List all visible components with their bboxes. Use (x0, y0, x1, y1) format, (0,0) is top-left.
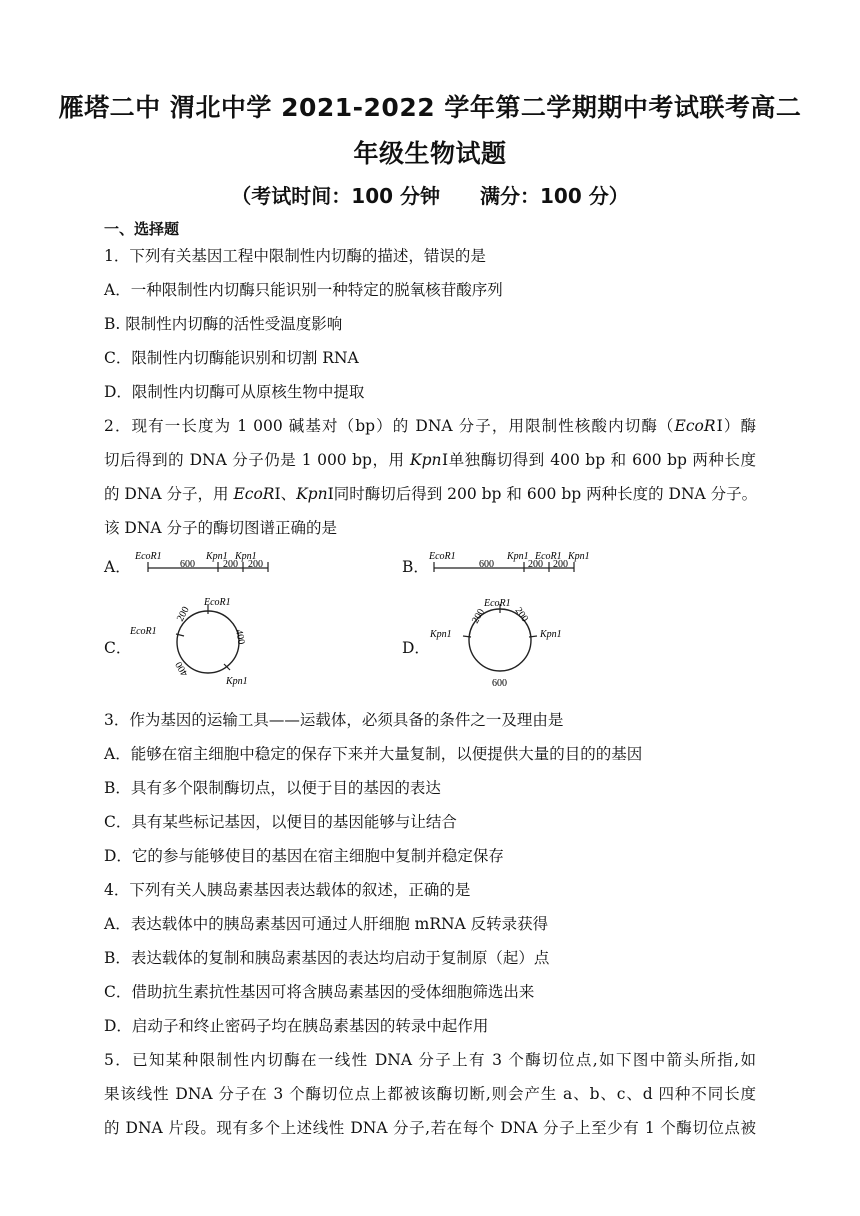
site-label: EcoR1 (484, 598, 511, 609)
q2-stem-line3: 的 DNA 分子，用 EcoRⅠ、KpnⅠ同时酶切后得到 200 bp 和 600 bp 两种长度的 DNA 分子。 (104, 485, 758, 503)
exam-title-line2: 年级生物试题 (353, 139, 507, 168)
site-label: Kpn1 (540, 629, 562, 640)
q2-option-a-letter: A． (104, 558, 131, 576)
q2-option-c-diagram (128, 592, 268, 692)
segment-label: 400 (233, 628, 247, 646)
site-label: EcoR1 (135, 551, 162, 562)
q1-option-d: D．限制性内切酶可从原核生物中提取 (104, 383, 365, 401)
q1-stem: 1．下列有关基因工程中限制性内切酶的描述，错误的是 (104, 247, 486, 265)
q1-option-b: B. 限制性内切酶的活性受温度影响 (104, 315, 343, 333)
q5-stem-line2: 果该线性 DNA 分子在 3 个酶切位点上都被该酶切断,则会产生 a、b、c、d 四种不同长度 (104, 1085, 756, 1103)
q1-option-c: C．限制性内切酶能识别和切割 RNA (104, 349, 359, 367)
site-label: Kpn1 (206, 551, 228, 562)
segment-label: 200 (470, 607, 488, 626)
q2-stem-line1: 2．现有一长度为 1 000 碱基对（bp）的 DNA 分子，用限制性核酸内切酶（EcoRⅠ）酶 (104, 417, 756, 435)
site-label: Kpn1 (568, 551, 590, 562)
exam-info: （考试时间：100 分钟 满分：100 分） (231, 184, 629, 208)
q2-stem-line2: 切后得到的 DNA 分子仍是 1 000 bp，用 KpnⅠ单独酶切得到 400 bp 和 600 bp 两种长度 (104, 451, 756, 469)
segment-label: 200 (553, 559, 568, 570)
exam-title-line1: 雁塔二中 渭北中学 2021-2022 学年第二学期期中考试联考高二 (58, 93, 802, 122)
q2-option-a-diagram (128, 548, 278, 580)
q5-stem-line3: 的 DNA 片段。现有多个上述线性 DNA 分子,若在每个 DNA 分子上至少有 1 个酶切位点被 (104, 1119, 756, 1137)
q3-stem: 3．作为基因的运输工具——运载体，必须具备的条件之一及理由是 (104, 711, 564, 729)
q4-option-a: A．表达载体中的胰岛素基因可通过人肝细胞 mRNA 反转录获得 (104, 915, 549, 933)
q5-stem-line1: 5．已知某种限制性内切酶在一线性 DNA 分子上有 3 个酶切位点,如下图中箭头所指,如 (104, 1051, 756, 1069)
q3-option-d: D．它的参与能够使目的基因在宿主细胞中复制并稳定保存 (104, 847, 504, 865)
q1-option-a: A．一种限制性内切酶只能识别一种特定的脱氧核苷酸序列 (104, 281, 503, 299)
q4-stem: 4．下列有关人胰岛素基因表达载体的叙述，正确的是 (104, 881, 471, 899)
site-label: EcoR1 (204, 597, 231, 608)
q2-option-d-diagram (424, 594, 584, 690)
segment-label: 200 (223, 559, 238, 570)
segment-label: 200 (512, 605, 531, 625)
site-label: Kpn1 (226, 676, 248, 687)
q4-option-b: B．表达载体的复制和胰岛素基因的表达均启动于复制原（起）点 (104, 949, 550, 967)
site-label: EcoR1 (130, 626, 157, 637)
q3-option-a: A．能够在宿主细胞中稳定的保存下来并大量复制，以便提供大量的目的的基因 (104, 745, 643, 763)
segment-label: 200 (248, 559, 263, 570)
site-label: EcoR1 (429, 551, 456, 562)
q4-option-d: D．启动子和终止密码子均在胰岛素基因的转录中起作用 (104, 1017, 489, 1035)
segment-label: 200 (528, 559, 543, 570)
segment-label: 600 (180, 559, 195, 570)
site-label: Kpn1 (430, 629, 452, 640)
q2-option-b-diagram (424, 548, 604, 580)
segment-label: 600 (492, 678, 507, 689)
q2-option-b-letter: B． (402, 558, 429, 576)
segment-label: 600 (479, 559, 494, 570)
site-label: EcoR1 (535, 551, 562, 562)
segment-label: 400 (173, 659, 191, 678)
q3-option-c: C．具有某些标记基因，以便目的基因能够与让结合 (104, 813, 457, 831)
q3-option-b: B．具有多个限制酶切点，以便于目的基因的表达 (104, 779, 441, 797)
q4-option-c: C．借助抗生素抗性基因可将含胰岛素基因的受体细胞筛选出来 (104, 983, 535, 1001)
q2-option-c-letter: C． (104, 639, 132, 657)
q2-stem-line4: 该 DNA 分子的酶切图谱正确的是 (104, 519, 338, 537)
q2-option-d-letter: D． (402, 639, 430, 657)
site-label: Kpn1 (235, 551, 257, 562)
section-heading: 一、选择题 (104, 220, 180, 238)
site-label: Kpn1 (507, 551, 529, 562)
segment-label: 200 (174, 605, 192, 624)
